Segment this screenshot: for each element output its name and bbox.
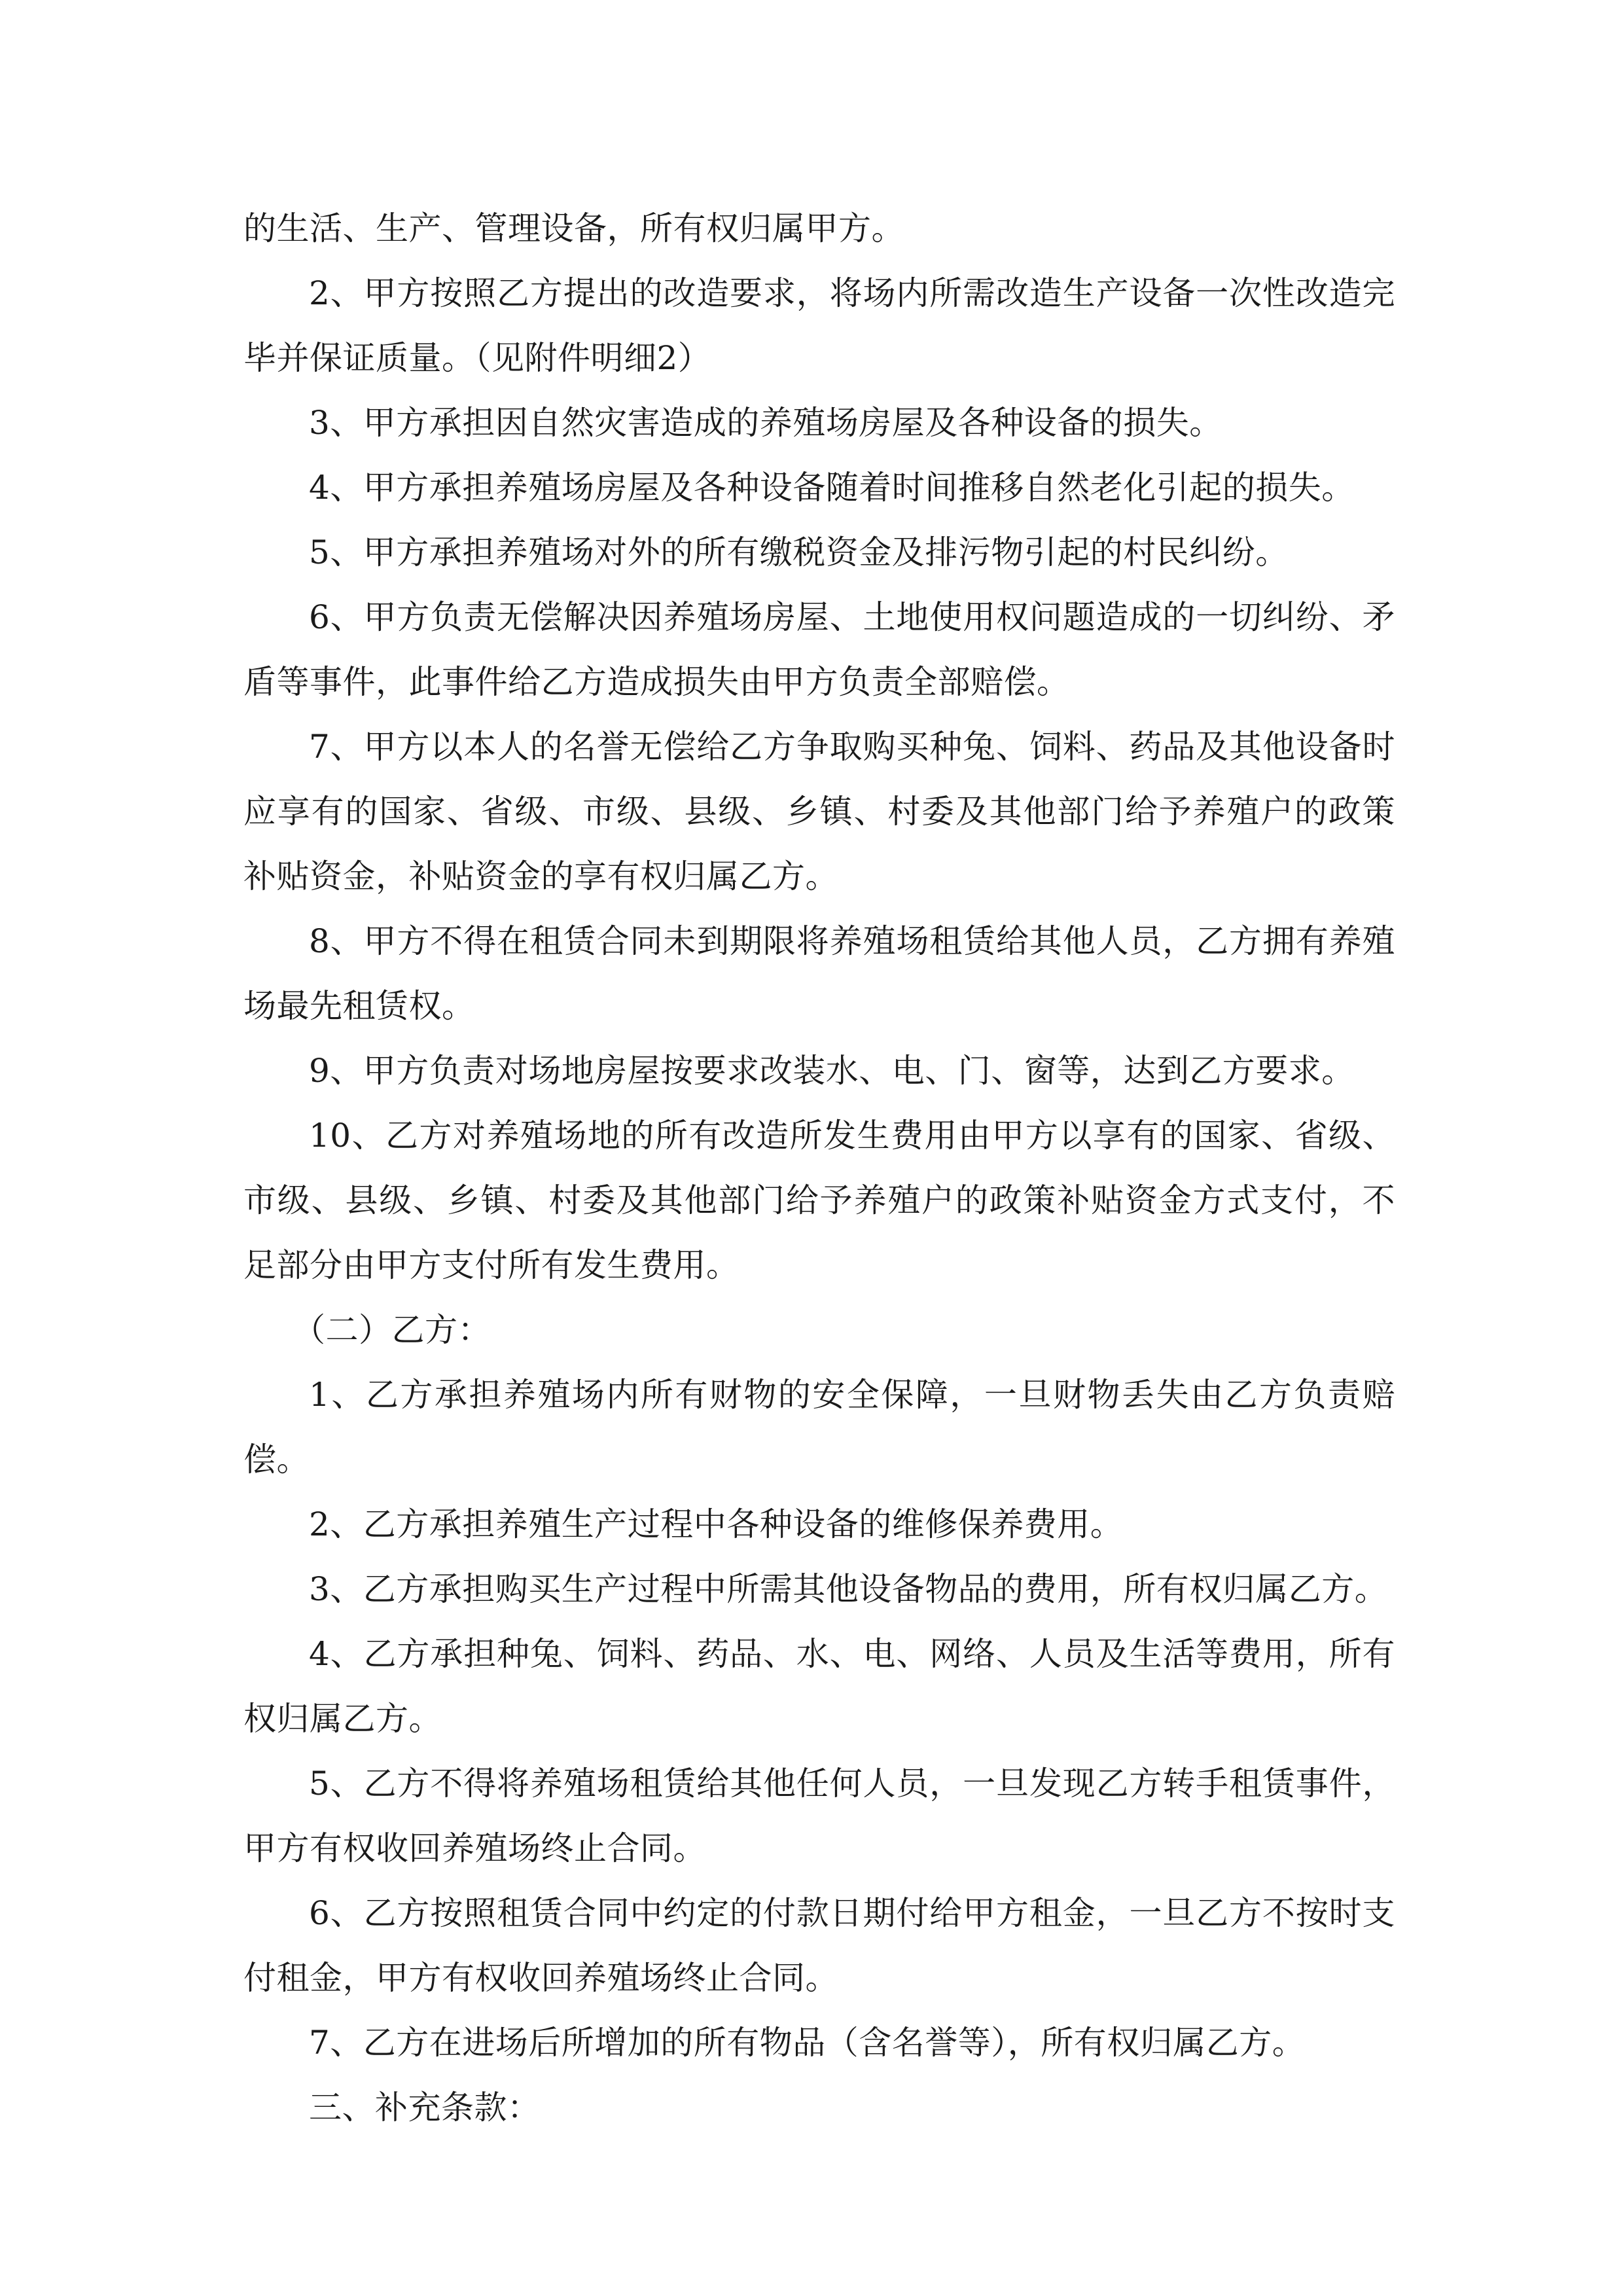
clause-a-6: 6、甲方负责无偿解决因养殖场房屋、土地使用权问题造成的一切纠纷、矛盾等事件，此事件给乙方造成损失由甲方负责全部赔偿。	[243, 598, 1395, 701]
clause-b-6: 6、乙方按照租赁合同中约定的付款日期付给甲方租金，一旦乙方不按时支付租金，甲方有权收回养殖场终止合同。	[243, 1894, 1395, 1997]
clause-a-9: 9、甲方负责对场地房屋按要求改装水、电、门、窗等，达到乙方要求。	[309, 1052, 1355, 1090]
section-heading-supplementary: 三、补充条款：	[309, 2089, 541, 2126]
clause-a-8: 8、甲方不得在租赁合同未到期限将养殖场租赁给其他人员，乙方拥有养殖场最先租赁权。	[243, 922, 1395, 1025]
clause-a-10: 10、乙方对养殖场地的所有改造所发生费用由甲方以享有的国家、省级、市级、县级、乡镇、村委及其他部门给予养殖户的政策补贴资金方式支付，不足部分由甲方支付所有发生费用。	[243, 1117, 1395, 1284]
clause-a-2: 2、甲方按照乙方提出的改造要求，将场内所需改造生产设备一次性改造完毕并保证质量。（见附件明细2）	[243, 274, 1395, 377]
clause-b-5: 5、乙方不得将养殖场租赁给其他任何人员，一旦发现乙方转手租赁事件，甲方有权收回养殖场终止合同。	[243, 1765, 1395, 1867]
document-body	[243, 196, 1395, 2140]
clause-b-1: 1、乙方承担养殖场内所有财物的安全保障，一旦财物丢失由乙方负责赔偿。	[243, 1376, 1395, 1479]
section-heading-party-b: （二）乙方：	[293, 1311, 491, 1349]
clause-a-5: 5、甲方承担养殖场对外的所有缴税资金及排污物引起的村民纠纷。	[309, 533, 1289, 571]
clause-b-2: 2、乙方承担养殖生产过程中各种设备的维修保养费用。	[309, 1505, 1124, 1543]
clause-b-3: 3、乙方承担购买生产过程中所需其他设备物品的费用，所有权归属乙方。	[309, 1570, 1388, 1608]
clause-a-7: 7、甲方以本人的名誉无偿给乙方争取购买种兔、饲料、药品及其他设备时应享有的国家、省级、市级、县级、乡镇、村委及其他部门给予养殖户的政策补贴资金，补贴资金的享有权归属乙方。	[243, 728, 1395, 895]
clause-a-4: 4、甲方承担养殖场房屋及各种设备随着时间推移自然老化引起的损失。	[309, 469, 1355, 507]
clause-a-3: 3、甲方承担因自然灾害造成的养殖场房屋及各种设备的损失。	[309, 404, 1222, 442]
clause-b-4: 4、乙方承担种兔、饲料、药品、水、电、网络、人员及生活等费用，所有权归属乙方。	[243, 1635, 1395, 1738]
clause-b-7: 7、乙方在进场后所增加的所有物品（含名誉等），所有权归属乙方。	[309, 2024, 1306, 2062]
paragraph-continuation: 的生活、生产、管理设备，所有权归属甲方。	[243, 209, 904, 247]
